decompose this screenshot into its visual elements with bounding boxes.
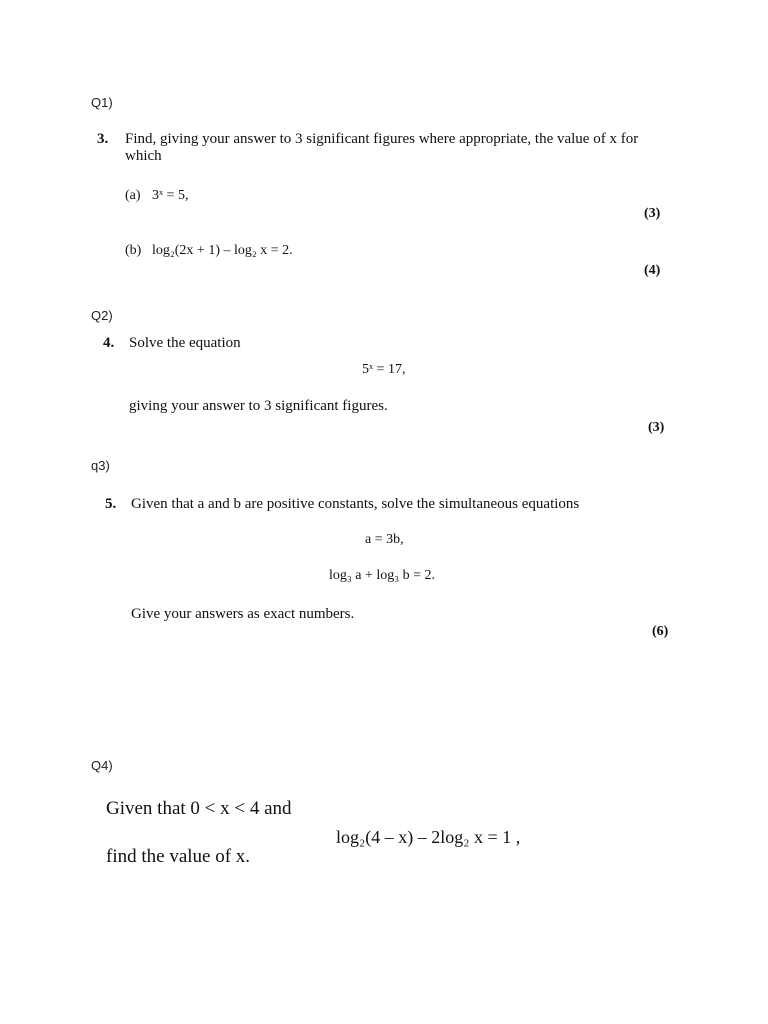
q3-equation-1: a = 3b, — [365, 532, 404, 547]
question-2-label: Q2) — [91, 308, 113, 323]
q1-part-a-label: (a) — [125, 188, 141, 203]
question-1-number: 3. — [97, 131, 109, 147]
q2-marks: (3) — [648, 420, 665, 435]
q3-marks: (6) — [652, 624, 669, 639]
q1-part-b-marks: (4) — [644, 263, 661, 278]
q3-instruction: Give your answers as exact numbers. — [131, 606, 355, 622]
q2-instruction: giving your answer to 3 significant figures. — [129, 398, 388, 414]
question-1-stem-continued: which — [125, 148, 162, 164]
question-3-stem: Given that a and b are positive constants, solve the simultaneous equations — [131, 496, 580, 512]
question-3-label: q3) — [91, 458, 110, 473]
question-1-label: Q1) — [91, 95, 113, 110]
question-1-stem: Find, giving your answer to 3 significant figures where appropriate, the value of x for — [125, 131, 639, 147]
question-2-stem: Solve the equation — [129, 335, 241, 351]
q1-part-a-expression: 3ˣ = 5, — [152, 188, 189, 203]
q4-find-line: find the value of x. — [106, 846, 251, 867]
q4-given-line: Given that 0 < x < 4 and — [106, 798, 292, 819]
q3-equation-2: log₃ a + log₃ b = 2. — [329, 568, 436, 583]
q1-part-a-marks: (3) — [644, 206, 661, 221]
q4-equation: log₂(4 – x) – 2log₂ x = 1 , — [336, 827, 521, 847]
question-2-number: 4. — [103, 335, 115, 351]
question-3-number: 5. — [105, 496, 117, 512]
q1-part-b-expression: log₂(2x + 1) – log₂ x = 2. — [152, 243, 293, 258]
question-4-label: Q4) — [91, 758, 113, 773]
q2-equation: 5ˣ = 17, — [362, 362, 406, 377]
q1-part-b-label: (b) — [125, 243, 142, 258]
